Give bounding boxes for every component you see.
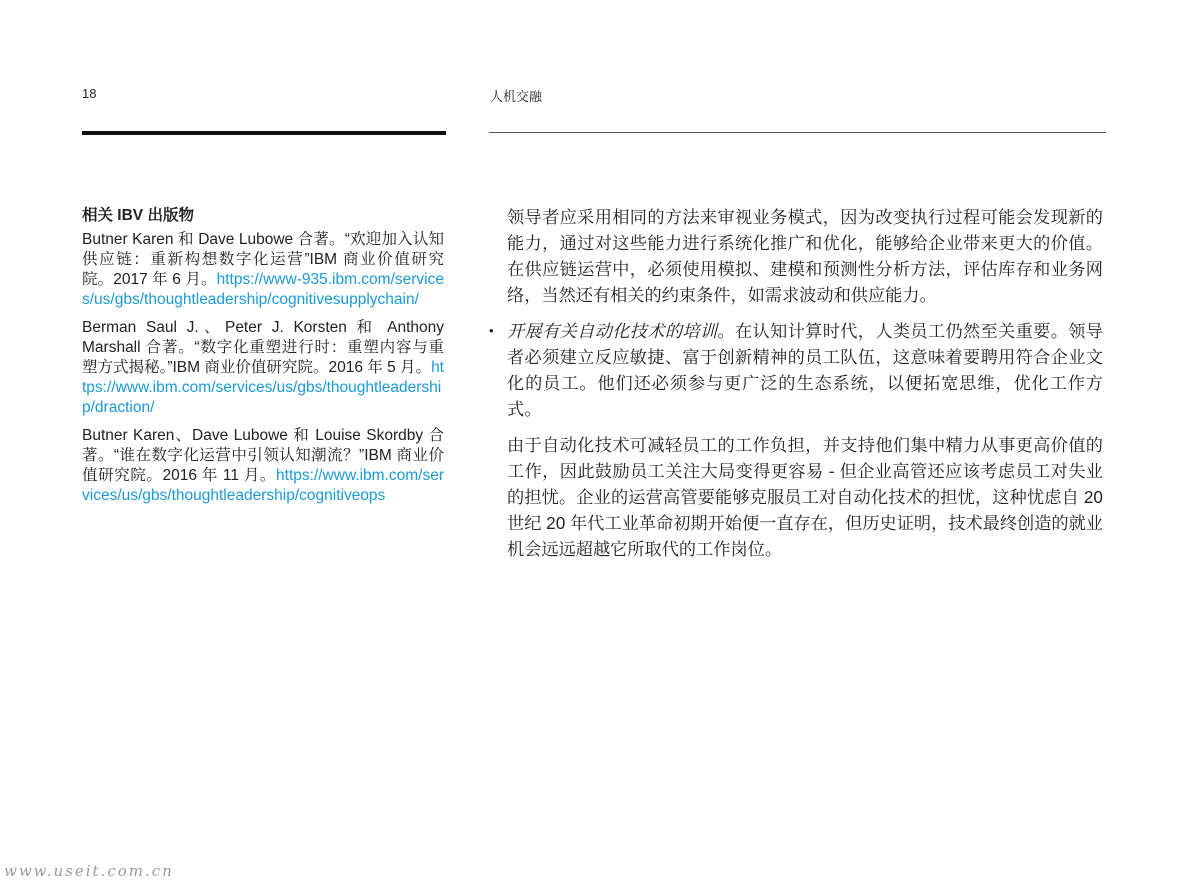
header-rule-thick [82, 131, 446, 135]
bullet-item [489, 318, 1103, 422]
reference-link[interactable]: https://www.ibm.com/services/us/gbs/thoughtleadership/draction/ [82, 359, 444, 416]
watermark: www.useit.com.cn [4, 862, 174, 880]
reference-item [82, 318, 444, 418]
bullet-dot-icon: • [489, 323, 494, 338]
bullet-text: 。在认知计算时代，人类员工仍然至关重要。领导者必须建立反应敏捷、富于创新精神的员工队伍，这意味着要聘用符合企业文化的员工。他们还必须参与更广泛的生态系统，以便拓宽思维，优化工作方式。 [507, 321, 1103, 419]
related-heading: 相关 IBV 出版物 [82, 207, 194, 224]
reference-text: Berman Saul J.、Peter J. Korsten 和 Anthony Marshall 合著。“数字化重塑进行时：重塑内容与重塑方式揭秘。”IBM 商业价值研究院。2016 年 5 月。 [82, 319, 444, 376]
reference-text: Butner Karen、Dave Lubowe 和 Louise Skordby 合著。“谁在数字化运营中引领认知潮流？”IBM 商业价值研究院。2016 年 11 月。 [82, 427, 444, 484]
main-body [489, 204, 1103, 572]
related-publications [82, 206, 444, 514]
running-header: 人机交融 [490, 89, 543, 104]
header-rule-thin [489, 132, 1106, 133]
body-paragraph: 由于自动化技术可减轻员工的工作负担，并支持他们集中精力从事更高价值的工作，因此鼓励员工关注大局变得更容易 - 但企业高管还应该考虑员工对失业的担忧。企业的运营高管要能够克服员工对自动化技术的担忧，这种忧虑自 20 世纪 20 年代工业革命初期开始便一直存在，但历史证明，技术最终创造的就业机会远远超越它所取代的工作岗位。 [507, 435, 1103, 559]
reference-item [82, 426, 444, 506]
reference-text: Butner Karen 和 Dave Lubowe 合著。“欢迎加入认知供应链：重新构想数字化运营”IBM 商业价值研究院。2017 年 6 月。 [82, 231, 444, 288]
reference-item [82, 230, 444, 310]
bullet-emphasis: 开展有关自动化技术的培训 [507, 321, 718, 341]
page-number: 18 [82, 86, 97, 101]
reference-link[interactable]: https://www.ibm.com/services/us/gbs/thoughtleadership/cognitiveops [82, 467, 444, 504]
reference-link[interactable]: https://www-935.ibm.com/services/us/gbs/thoughtleadership/cognitivesupplychain/ [82, 271, 444, 308]
body-paragraph: 领导者应采用相同的方法来审视业务模式，因为改变执行过程可能会发现新的能力，通过对这些能力进行系统化推广和优化，能够给企业带来更大的价值。在供应链运营中，必须使用模拟、建模和预测性分析方法，评估库存和业务网络，当然还有相关的约束条件，如需求波动和供应能力。 [507, 207, 1103, 305]
